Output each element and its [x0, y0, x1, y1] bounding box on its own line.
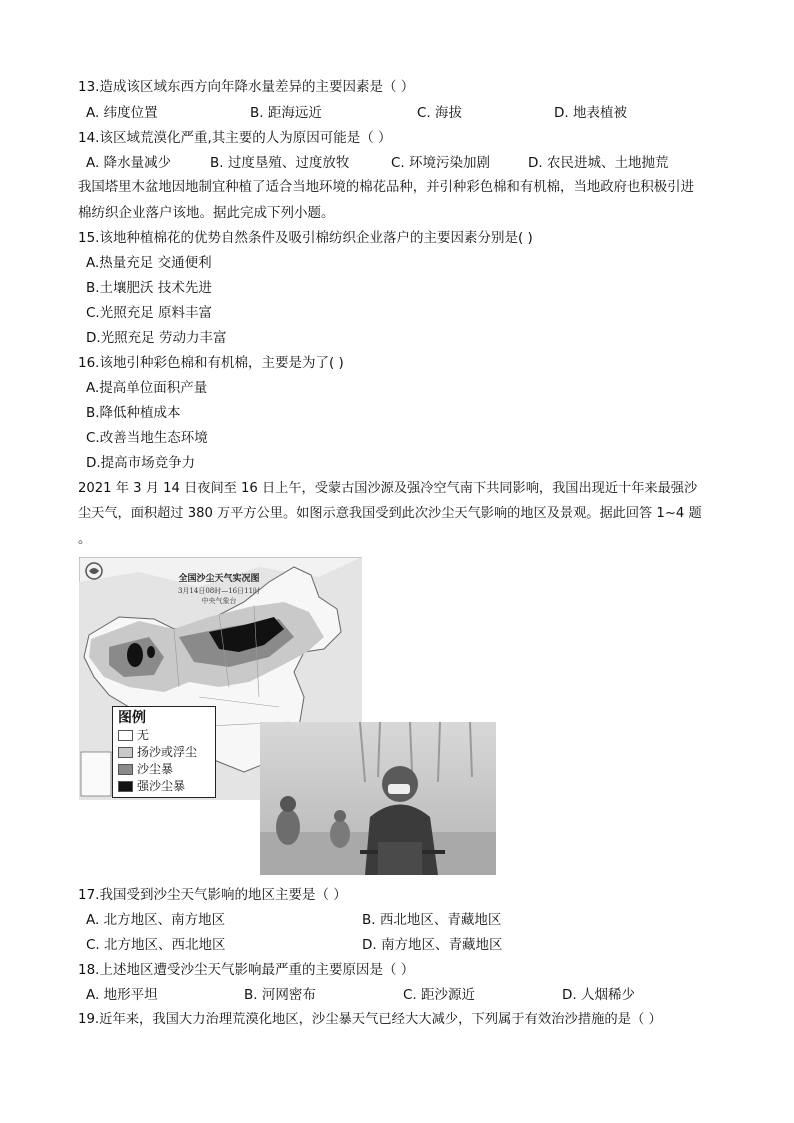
q17-stem: 17.我国受到沙尘天气影响的地区主要是（ ）	[78, 887, 347, 903]
q17-option-a[interactable]: A. 北方地区、南方地区	[86, 912, 226, 928]
q15-option-c[interactable]: C.光照充足 原料丰富	[86, 305, 213, 321]
strong-sandstorm-core	[127, 643, 143, 667]
q14-option-a[interactable]: A. 降水量减少	[86, 155, 172, 171]
q18-option-a[interactable]: A. 地形平坦	[86, 987, 158, 1003]
map-title: 全国沙尘天气实况图	[178, 574, 260, 584]
legend-swatch-floating-dust	[118, 747, 133, 758]
q13-option-b[interactable]: B. 距海远近	[250, 105, 322, 121]
legend-swatch-none	[118, 730, 133, 741]
legend-item-sandstorm	[118, 761, 210, 778]
legend-swatch-sandstorm	[118, 764, 133, 775]
q15-option-b[interactable]: B.土壤肥沃 技术先进	[86, 280, 212, 296]
q14-stem: 14.该区域荒漠化严重,其主要的人为原因可能是（ ）	[78, 130, 392, 146]
q16-option-a[interactable]: A.提高单位面积产量	[86, 380, 208, 396]
passage1-line1: 我国塔里木盆地因地制宜种植了适合当地环境的棉花品种，并引种彩色棉和有机棉，当地政府也积极引进	[78, 180, 694, 195]
map-legend	[112, 706, 216, 798]
passage1-line2: 棉纺织企业落户该地。据此完成下列小题。	[78, 205, 335, 221]
map-source: 中央气象台	[201, 597, 237, 605]
q15-stem: 15.该地种植棉花的优势自然条件及吸引棉纺织企业落户的主要因素分别是( )	[78, 230, 533, 246]
q17-option-c[interactable]: C. 北方地区、西北地区	[86, 937, 226, 953]
passage2-line3: 。	[78, 531, 92, 547]
q18-option-c[interactable]: C. 距沙源近	[403, 987, 476, 1003]
passage2-line2: 尘天气，面积超过 380 万平方公里。如图示意我国受到此次沙尘天气影响的地区及景观。据此回答 1~4 题	[78, 506, 702, 521]
q13-option-c[interactable]: C. 海拔	[417, 105, 463, 121]
q18-stem: 18.上述地区遭受沙尘天气影响最严重的主要原因是（ ）	[78, 962, 415, 978]
q18-option-d[interactable]: D. 人烟稀少	[562, 987, 635, 1003]
legend-label-floating-dust: 扬沙或浮尘	[137, 745, 198, 759]
legend-swatch-strong-sandstorm	[118, 781, 133, 792]
legend-label-none: 无	[137, 728, 150, 742]
q17-option-b[interactable]: B. 西北地区、青藏地区	[362, 912, 502, 928]
legend-title: 图例	[118, 710, 146, 726]
q14-option-d[interactable]: D. 农民进城、土地抛荒	[528, 155, 669, 171]
q18-option-b[interactable]: B. 河网密布	[244, 987, 316, 1003]
q19-stem: 19.近年来，我国大力治理荒漠化地区，沙尘暴天气已经大大减少，下列属于有效治沙措施的是（ ）	[78, 1012, 662, 1027]
legend-item-none	[118, 727, 210, 744]
legend-label-strong-sandstorm: 强沙尘暴	[137, 779, 186, 793]
q16-option-b[interactable]: B.降低种植成本	[86, 405, 181, 421]
q16-stem: 16.该地引种彩色棉和有机棉，主要是为了( )	[78, 355, 344, 371]
q15-option-d[interactable]: D.光照充足 劳动力丰富	[86, 330, 227, 346]
legend-item-floating-dust	[118, 744, 210, 761]
q14-option-b[interactable]: B. 过度垦殖、过度放牧	[210, 155, 350, 171]
legend-item-strong-sandstorm	[118, 778, 210, 795]
q16-option-d[interactable]: D.提高市场竞争力	[86, 455, 196, 471]
map-subtitle: 3月14日08时—16日11时	[177, 587, 261, 595]
q15-option-a[interactable]: A.热量充足 交通便利	[86, 255, 212, 271]
q16-option-c[interactable]: C.改善当地生态环境	[86, 430, 208, 446]
q17-option-d[interactable]: D. 南方地区、青藏地区	[362, 937, 503, 953]
q14-option-c[interactable]: C. 环境污染加剧	[391, 155, 491, 171]
dust-scene-photo	[260, 722, 496, 875]
q13-option-a[interactable]: A. 纬度位置	[86, 105, 158, 121]
legend-label-sandstorm: 沙尘暴	[137, 762, 174, 776]
passage2-line1: 2021 年 3 月 14 日夜间至 16 日上午，受蒙古国沙源及强冷空气南下共同影响，我国出现近十年来最强沙	[78, 481, 698, 496]
q13-option-d[interactable]: D. 地表植被	[554, 105, 627, 121]
q13-stem: 13.造成该区域东西方向年降水量差异的主要因素是（ ）	[78, 79, 415, 95]
